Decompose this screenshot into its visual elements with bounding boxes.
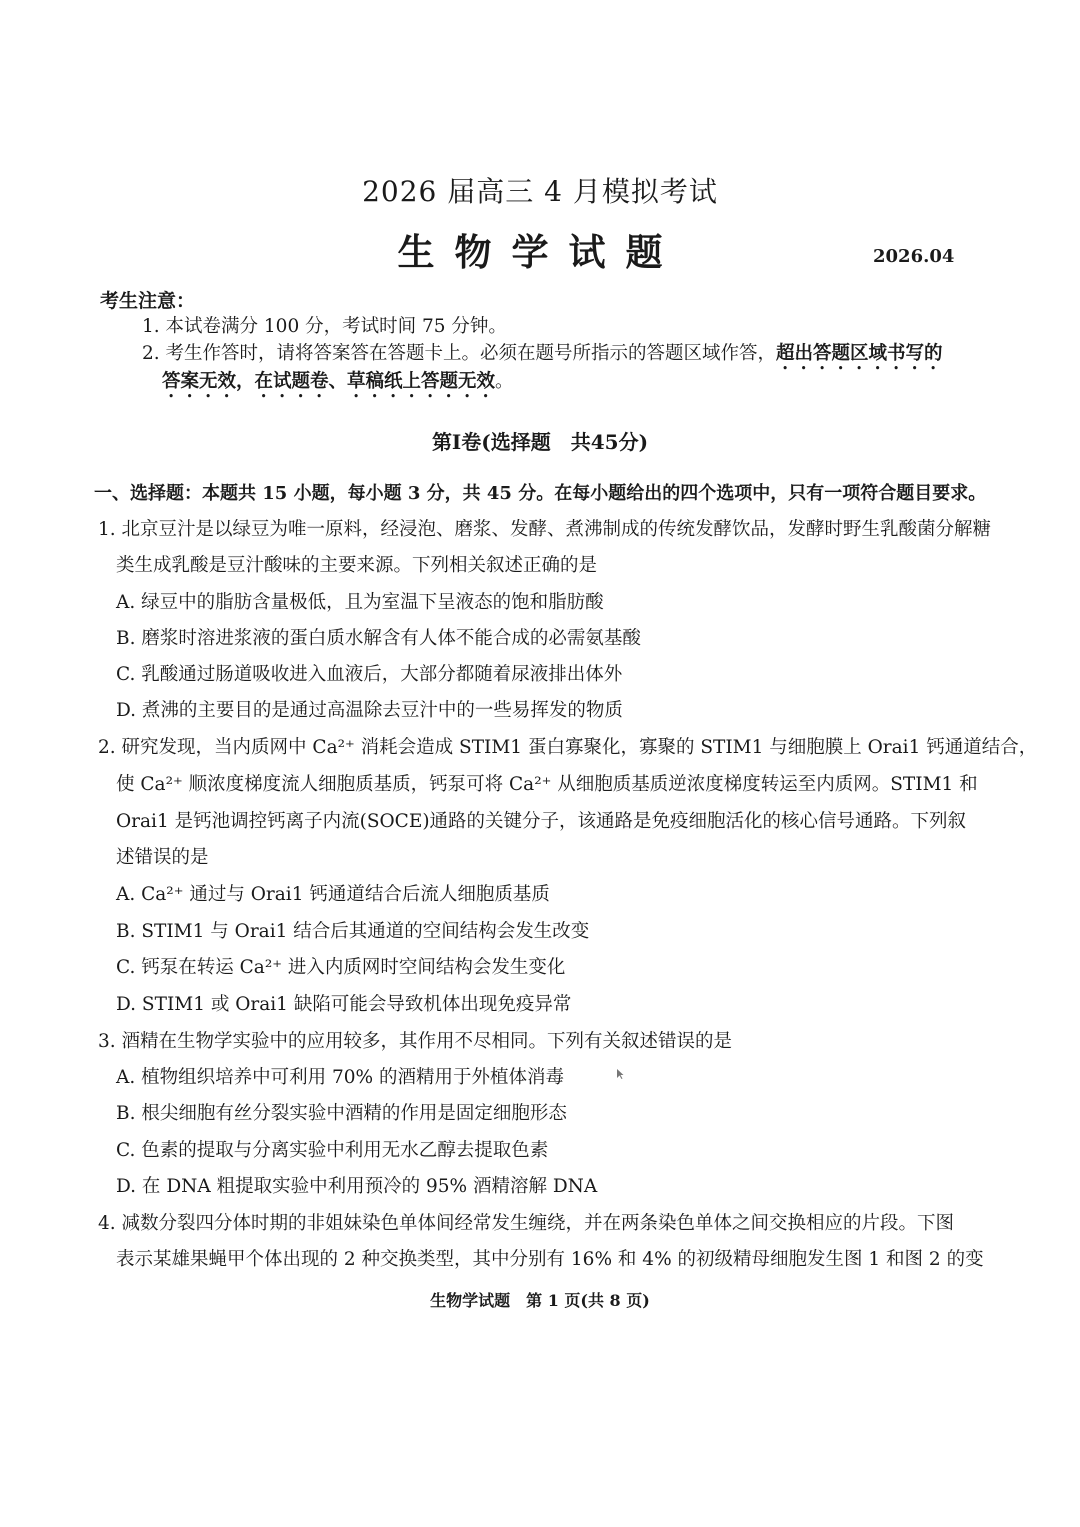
question-2-option-c: C. 钙泵在转运 Ca²⁺ 进入内质网时空间结构会发生变化: [116, 957, 566, 978]
notice-item-1: 1. 本试卷满分 100 分，考试时间 75 分钟。: [142, 316, 507, 337]
question-2-option-b: B. STIM1 与 Orai1 结合后其通道的空间结构会发生改变: [116, 921, 590, 942]
notice-heading: 考生注意：: [100, 290, 196, 312]
question-1-option-c: C. 乳酸通过肠道吸收进入血液后，大部分都随着尿液排出体外: [116, 664, 623, 685]
notice-item-2-emphasis: 超出答题区域书写的: [776, 343, 943, 364]
question-1-stem: 1. 北京豆汁是以绿豆为唯一原料，经浸泡、磨浆、发酵、煮沸制成的传统发酵饮品，发酵时野生乳酸菌分解糖: [98, 519, 992, 540]
question-1-option-d: D. 煮沸的主要目的是通过高温除去豆汁中的一些易挥发的物质: [116, 700, 623, 721]
question-2-stem: 使 Ca²⁺ 顺浓度梯度流人细胞质基质，钙泵可将 Ca²⁺ 从细胞质基质逆浓度梯度转运至内质网。STIM1 和: [116, 774, 978, 795]
question-4-stem: 4. 减数分裂四分体时期的非姐妹染色单体间经常发生缠绕，并在两条染色单体之间交换相应的片段。下图: [98, 1213, 955, 1234]
notice-item-2-end: 。: [495, 371, 514, 392]
exam-subtitle: 2026 届高三 4 月模拟考试: [362, 175, 718, 208]
question-3-option-a: A. 植物组织培养中可利用 70% 的酒精用于外植体消毒: [116, 1067, 565, 1088]
notice-item-2-emphasis-2: 答案无效，在试题卷、草稿纸上答题无效: [162, 371, 496, 392]
notice-item-2-line-2: [162, 369, 514, 402]
page-title: 生物学试题: [397, 230, 683, 274]
notice-item-2-text: 2. 考生作答时，请将答案答在答题卡上。必须在题号所指示的答题区域作答，: [142, 343, 777, 364]
question-3-option-d: D. 在 DNA 粗提取实验中利用预冷的 95% 酒精溶解 DNA: [116, 1176, 598, 1197]
question-2-option-a: A. Ca²⁺ 通过与 Orai1 钙通道结合后流人细胞质基质: [116, 884, 550, 905]
exam-date: 2026.04: [873, 246, 955, 267]
section-title: 第Ⅰ卷(选择题 共45分): [431, 430, 649, 454]
question-2-stem: 2. 研究发现，当内质网中 Ca²⁺ 消耗会造成 STIM1 蛋白寡聚化，寡聚的 STIM1 与细胞膜上 Orai1 钙通道结合，: [98, 737, 1038, 758]
question-2-stem: 述错误的是: [116, 847, 209, 868]
question-2-stem: Orai1 是钙池调控钙离子内流(SOCE)通路的关键分子，该通路是免疫细胞活化的核心信号通路。下列叙: [116, 811, 967, 832]
question-1-stem: 类生成乳酸是豆汁酸味的主要来源。下列相关叙述正确的是: [116, 555, 598, 576]
question-1-option-a: A. 绿豆中的脂肪含量极低，且为室温下呈液态的饱和脂肪酸: [116, 592, 604, 613]
question-3-option-c: C. 色素的提取与分离实验中利用无水乙醇去提取色素: [116, 1140, 549, 1161]
question-4-stem: 表示某雄果蝇甲个体出现的 2 种交换类型，其中分别有 16% 和 4% 的初级精母细胞发生图 1 和图 2 的变: [116, 1249, 984, 1270]
question-3-stem: 3. 酒精在生物学实验中的应用较多，其作用不尽相同。下列有关叙述错误的是: [98, 1031, 733, 1052]
question-3-option-b: B. 根尖细胞有丝分裂实验中酒精的作用是固定细胞形态: [116, 1103, 567, 1124]
cursor-icon: [616, 1068, 624, 1080]
section-instruction: 一、选择题：本题共 15 小题，每小题 3 分，共 45 分。在每小题给出的四个选项中，只有一项符合题目要求。: [94, 483, 987, 504]
question-1-option-b: B. 磨浆时溶进浆液的蛋白质水解含有人体不能合成的必需氨基酸: [116, 628, 641, 649]
question-2-option-d: D. STIM1 或 Orai1 缺陷可能会导致机体出现免疫异常: [116, 994, 572, 1015]
page-footer: 生物学试题 第 1 页(共 8 页): [430, 1291, 650, 1310]
